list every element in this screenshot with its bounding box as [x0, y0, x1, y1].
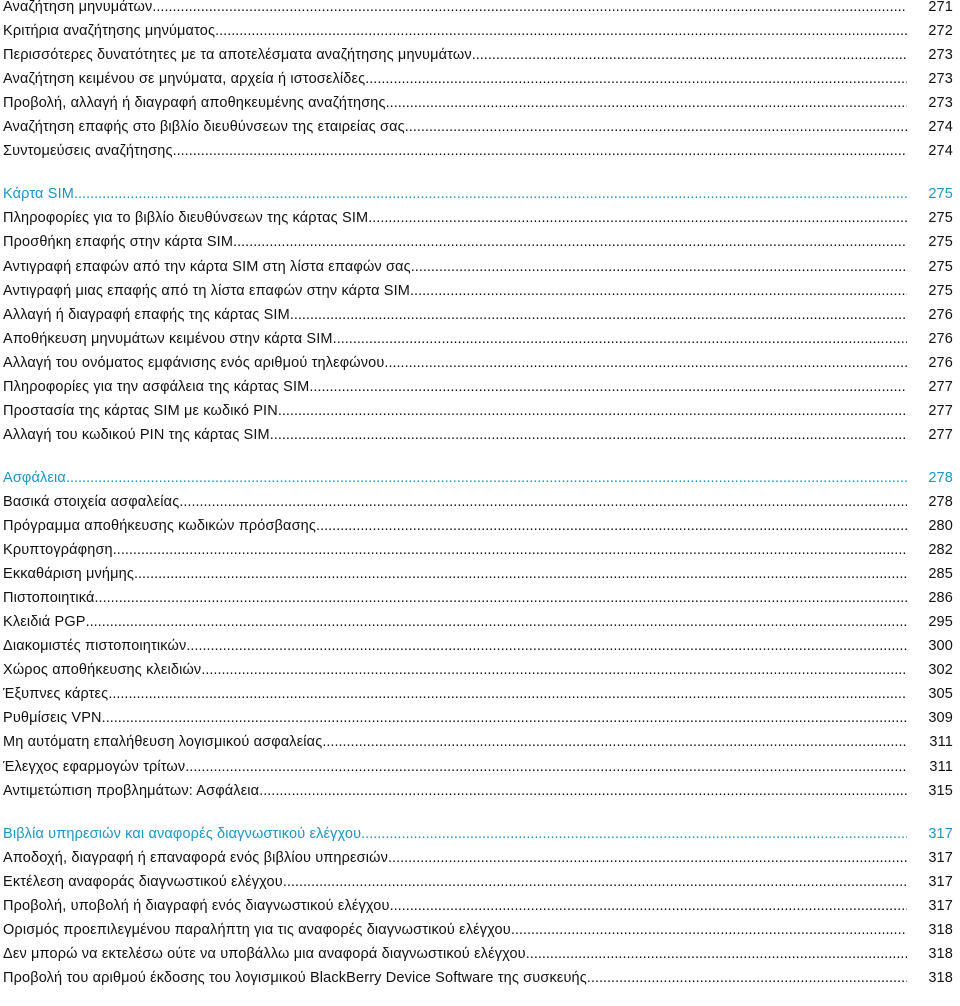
toc-entry-title: Πρόγραμμα αποθήκευσης κωδικών πρόσβασης ..... — [3, 515, 907, 537]
toc-entry-title: Αντιγραφή μιας επαφής από τη λίστα επαφών στην κάρτα SIM ..... — [3, 280, 907, 302]
section-heading[interactable] — [0, 823, 960, 845]
toc-entry-title: Διακομιστές πιστοποιητικών ..... — [3, 635, 907, 657]
page-number: 275 — [913, 207, 953, 229]
page-number: 318 — [913, 943, 953, 965]
toc-entry[interactable] — [0, 116, 960, 138]
page-number: 286 — [913, 587, 953, 609]
page-number: 273 — [913, 92, 953, 114]
toc-entry[interactable] — [0, 376, 960, 398]
toc-entry[interactable] — [0, 256, 960, 278]
toc-entry[interactable] — [0, 731, 960, 753]
toc-entry[interactable] — [0, 780, 960, 802]
toc-entry-title: Κρυπτογράφηση ..... — [3, 539, 907, 561]
toc-entry-title: Εκκαθάριση μνήμης ..... — [3, 563, 907, 585]
page-number: 273 — [913, 68, 953, 90]
toc-entry-title: Αντιγραφή επαφών από την κάρτα SIM στη λίστα επαφών σας ..... — [3, 256, 907, 278]
page-number: 317 — [913, 871, 953, 893]
toc-entry-title: Προβολή, αλλαγή ή διαγραφή αποθηκευμένης αναζήτησης ..... — [3, 92, 907, 114]
toc-entry[interactable] — [0, 563, 960, 585]
page-number: 277 — [913, 400, 953, 422]
page-number: 274 — [913, 116, 953, 138]
toc-entry[interactable] — [0, 491, 960, 513]
page-number: 275 — [913, 183, 953, 205]
section-heading[interactable] — [0, 183, 960, 205]
page-number: 280 — [913, 515, 953, 537]
toc-entry[interactable] — [0, 304, 960, 326]
page-number: 274 — [913, 140, 953, 162]
toc-entry[interactable] — [0, 943, 960, 965]
toc-entry-title: Πιστοποιητικά ..... — [3, 587, 907, 609]
toc-entry[interactable] — [0, 587, 960, 609]
toc-entry[interactable] — [0, 68, 960, 90]
page-number: 318 — [913, 967, 953, 989]
page-number: 295 — [913, 611, 953, 633]
page-number: 309 — [913, 707, 953, 729]
toc-entry[interactable] — [0, 919, 960, 941]
page-number: 317 — [913, 895, 953, 917]
toc-entry[interactable] — [0, 20, 960, 42]
toc-entry-title: Εκτέλεση αναφοράς διαγνωστικού ελέγχου ..... — [3, 871, 907, 893]
toc-entry-title: Αλλαγή ή διαγραφή επαφής της κάρτας SIM ..... — [3, 304, 907, 326]
toc-entry[interactable] — [0, 847, 960, 869]
page-number: 278 — [913, 467, 953, 489]
toc-entry[interactable] — [0, 140, 960, 162]
toc-entry[interactable] — [0, 967, 960, 989]
page-number: 271 — [913, 0, 953, 18]
toc-entry-title: Χώρος αποθήκευσης κλειδιών ..... — [3, 659, 907, 681]
section-heading-title: Κάρτα SIM ..... — [3, 183, 907, 205]
toc-entry[interactable] — [0, 659, 960, 681]
toc-entry-title: Πληροφορίες για το βιβλίο διευθύνσεων της κάρτας SIM ..... — [3, 207, 907, 229]
toc-entry-title: Αντιμετώπιση προβλημάτων: Ασφάλεια ..... — [3, 780, 907, 802]
page-number: 276 — [913, 304, 953, 326]
toc-entry[interactable] — [0, 231, 960, 253]
toc-entry[interactable] — [0, 280, 960, 302]
section-heading[interactable] — [0, 467, 960, 489]
toc-entry-title: Ορισμός προεπιλεγμένου παραλήπτη για τις αναφορές διαγνωστικού ελέγχου ..... — [3, 919, 907, 941]
toc-entry-title: Προσθήκη επαφής στην κάρτα SIM ..... — [3, 231, 907, 253]
toc-entry[interactable] — [0, 352, 960, 374]
section-heading-title: Βιβλία υπηρεσιών και αναφορές διαγνωστικού ελέγχου ..... — [3, 823, 907, 845]
toc-entry[interactable] — [0, 0, 960, 18]
toc-entry-title: Συντομεύσεις αναζήτησης ..... — [3, 140, 907, 162]
page-number: 277 — [913, 376, 953, 398]
toc-entry[interactable] — [0, 207, 960, 229]
toc-entry-title: Προστασία της κάρτας SIM με κωδικό PIN ..... — [3, 400, 907, 422]
toc-entry-title: Κριτήρια αναζήτησης μηνύματος ..... — [3, 20, 907, 42]
toc-entry[interactable] — [0, 756, 960, 778]
toc-entry-title: Αποθήκευση μηνυμάτων κειμένου στην κάρτα SIM ..... — [3, 328, 907, 350]
page-number: 311 — [913, 731, 953, 753]
toc-entry[interactable] — [0, 400, 960, 422]
page-number: 273 — [913, 44, 953, 66]
page-number: 275 — [913, 256, 953, 278]
toc-entry-title: Αναζήτηση επαφής στο βιβλίο διευθύνσεων της εταιρείας σας ..... — [3, 116, 907, 138]
toc-entry[interactable] — [0, 44, 960, 66]
toc-entry-title: Ρυθμίσεις VPN ..... — [3, 707, 907, 729]
toc-entry[interactable] — [0, 683, 960, 705]
section-heading-title: Ασφάλεια ..... — [3, 467, 907, 489]
toc-entry-title: Προβολή, υποβολή ή διαγραφή ενός διαγνωστικού ελέγχου ..... — [3, 895, 907, 917]
toc-entry-title: Πληροφορίες για την ασφάλεια της κάρτας SIM ..... — [3, 376, 907, 398]
toc-entry-title: Αναζήτηση κειμένου σε μηνύματα, αρχεία ή ιστοσελίδες ..... — [3, 68, 907, 90]
toc-entry-title: Αλλαγή του ονόματος εμφάνισης ενός αριθμού τηλεφώνου ..... — [3, 352, 907, 374]
page-number: 317 — [913, 847, 953, 869]
page-number: 277 — [913, 424, 953, 446]
page-number: 315 — [913, 780, 953, 802]
toc-entry[interactable] — [0, 328, 960, 350]
toc-entry-title: Αναζήτηση μηνυμάτων ..... — [3, 0, 907, 18]
page-number: 285 — [913, 563, 953, 585]
page-number: 305 — [913, 683, 953, 705]
page-number: 278 — [913, 491, 953, 513]
toc-entry-title: Προβολή του αριθμού έκδοσης του λογισμικού BlackBerry Device Software της συσκευής ..... — [3, 967, 907, 989]
toc-entry-title: Κλειδιά PGP ..... — [3, 611, 907, 633]
page-number: 318 — [913, 919, 953, 941]
page-number: 275 — [913, 280, 953, 302]
toc-entry[interactable] — [0, 895, 960, 917]
page-number: 275 — [913, 231, 953, 253]
page-number: 272 — [913, 20, 953, 42]
toc-entry[interactable] — [0, 92, 960, 114]
toc-entry[interactable] — [0, 424, 960, 446]
toc-entry-title: Αποδοχή, διαγραφή ή επαναφορά ενός βιβλίου υπηρεσιών ..... — [3, 847, 907, 869]
page-number: 302 — [913, 659, 953, 681]
page-number: 282 — [913, 539, 953, 561]
toc-entry-title: Έξυπνες κάρτες ..... — [3, 683, 907, 705]
page-number: 317 — [913, 823, 953, 845]
toc-entry-title: Περισσότερες δυνατότητες με τα αποτελέσματα αναζήτησης μηνυμάτων ..... — [3, 44, 907, 66]
page-number: 311 — [913, 756, 953, 778]
toc-entry-title: Έλεγχος εφαρμογών τρίτων ..... — [3, 756, 907, 778]
toc-entry[interactable] — [0, 611, 960, 633]
toc-entry-title: Βασικά στοιχεία ασφαλείας ..... — [3, 491, 907, 513]
page-number: 276 — [913, 328, 953, 350]
toc-entry-title: Δεν μπορώ να εκτελέσω ούτε να υποβάλλω μια αναφορά διαγνωστικού ελέγχου ..... — [3, 943, 907, 965]
page-number: 276 — [913, 352, 953, 374]
toc-entry[interactable] — [0, 871, 960, 893]
page-number: 300 — [913, 635, 953, 657]
toc-entry[interactable] — [0, 707, 960, 729]
toc-entry-title: Μη αυτόματη επαλήθευση λογισμικού ασφαλείας ..... — [3, 731, 907, 753]
toc-entry[interactable] — [0, 539, 960, 561]
toc-entry[interactable] — [0, 635, 960, 657]
toc-entry-title: Αλλαγή του κωδικού PIN της κάρτας SIM ..... — [3, 424, 907, 446]
toc-entry[interactable] — [0, 515, 960, 537]
